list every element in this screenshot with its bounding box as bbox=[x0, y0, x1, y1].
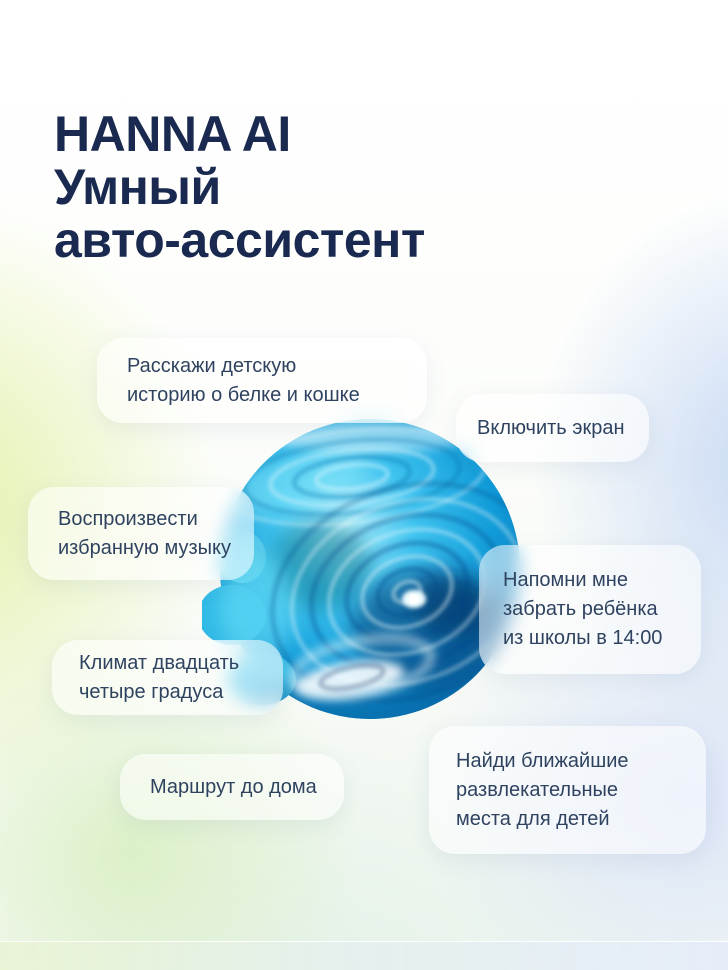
bubble-text-line: Включить экран bbox=[477, 416, 625, 439]
voice-command-bubble-turn-on-screen bbox=[456, 394, 649, 462]
bubble-text-line: развлекательные bbox=[456, 778, 619, 801]
bubble-text-line: историю о белке и кошке bbox=[127, 383, 360, 406]
bubble-text-line: Напомни мне bbox=[503, 569, 628, 591]
page-title bbox=[54, 105, 425, 268]
bubble-text-line: Климат двадцать bbox=[79, 651, 240, 674]
bubble-text-line: Расскажи детскую bbox=[127, 354, 297, 377]
voice-command-bubble-tell-kids-story bbox=[97, 338, 427, 423]
voice-command-bubble-climate-24-degrees bbox=[52, 640, 283, 715]
brand-name: HANNA AI bbox=[54, 105, 291, 162]
voice-command-bubble-find-kids-places bbox=[429, 726, 706, 854]
subtitle-line-1: Умный bbox=[54, 158, 221, 215]
bubble-text-line: избранную музыку bbox=[58, 536, 231, 559]
bubble-text-line: места для детей bbox=[456, 807, 610, 830]
bubble-text-line: Маршрут до дома bbox=[150, 775, 317, 798]
bubble-text-line: Воспроизвести bbox=[58, 507, 198, 530]
bubble-text-line: из школы в 14:00 bbox=[503, 627, 663, 649]
voice-command-bubble-play-favorite-music bbox=[28, 487, 254, 580]
voice-command-bubble-route-home bbox=[120, 754, 344, 820]
bubble-text-line: забрать ребёнка bbox=[503, 598, 658, 620]
bubble-text-line: Найди ближайшие bbox=[456, 749, 629, 772]
subtitle-line-2: авто-ассистент bbox=[54, 211, 425, 268]
voice-command-bubble-reminder-pickup-child bbox=[479, 545, 701, 674]
bottom-band bbox=[0, 941, 728, 970]
bubble-text-line: четыре градуса bbox=[79, 680, 224, 703]
